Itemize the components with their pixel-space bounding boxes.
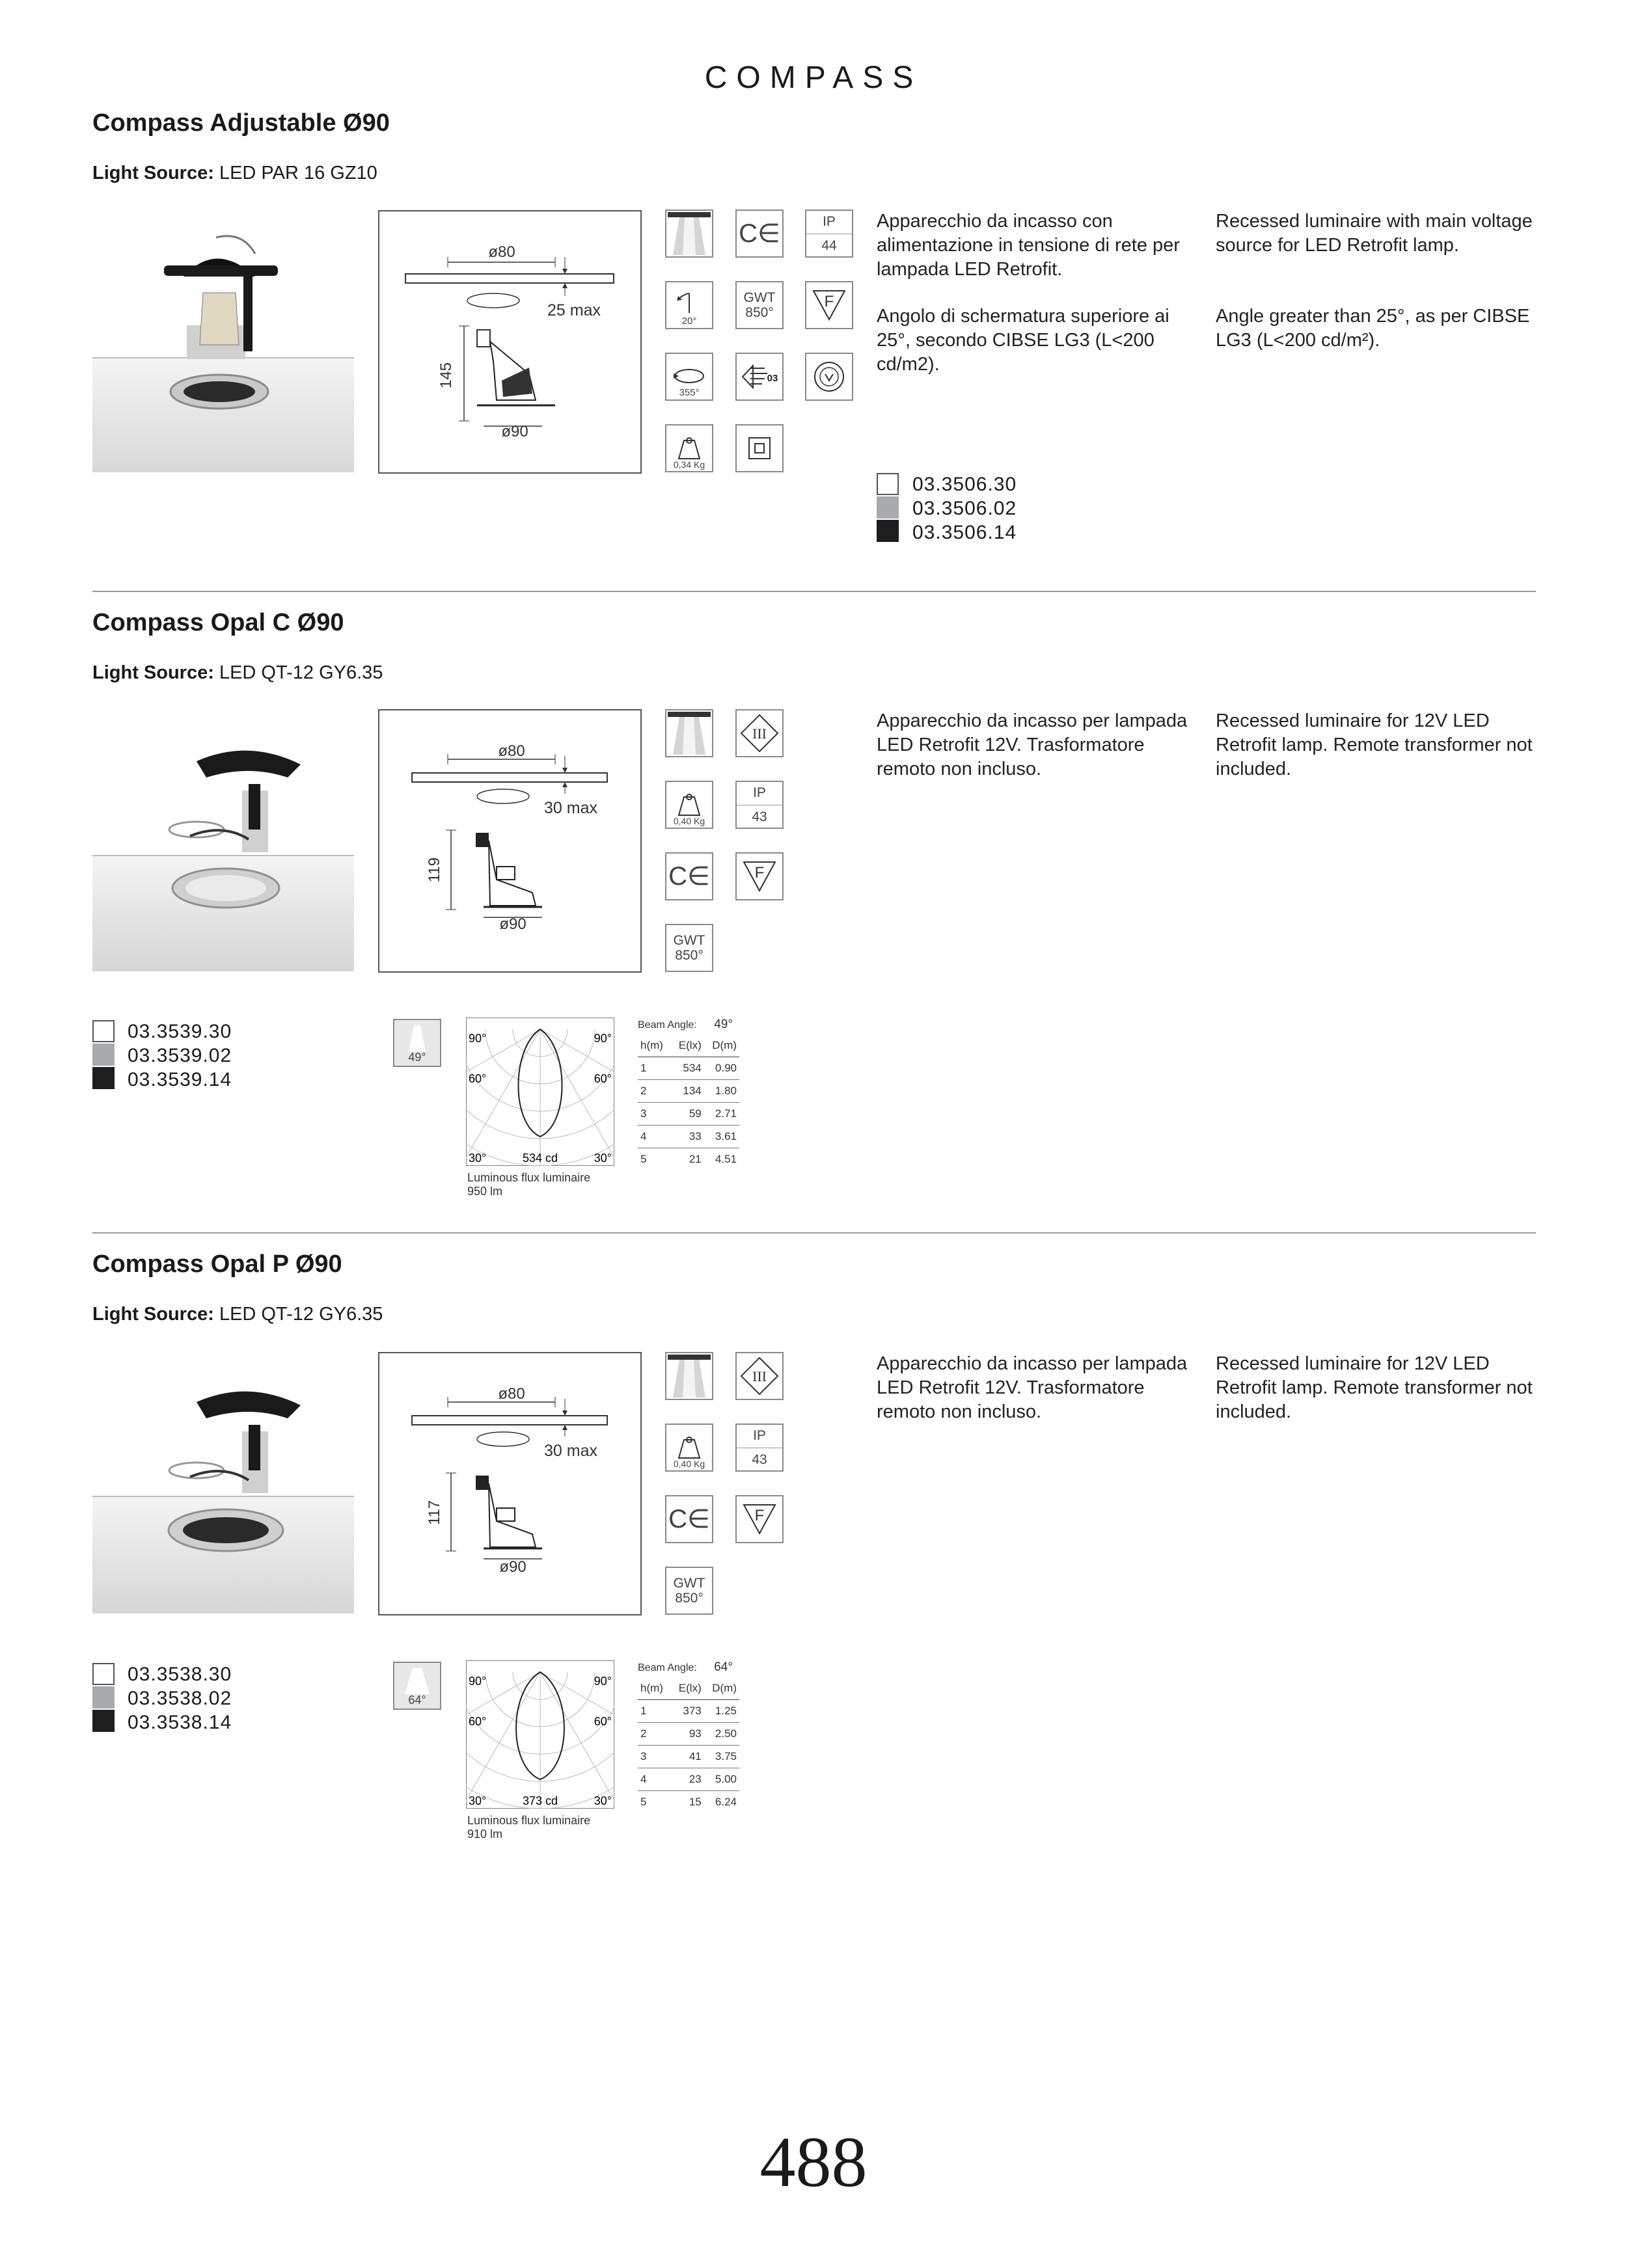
page-number: 488 bbox=[759, 2122, 868, 2202]
ip-label: IP bbox=[737, 1428, 782, 1448]
table-cell: 2 bbox=[638, 1723, 671, 1746]
color-swatch-black bbox=[877, 520, 899, 542]
polar-label-60: 60° bbox=[594, 1715, 612, 1728]
table-cell: 0.90 bbox=[704, 1057, 739, 1080]
product-code: 03.3506.30 bbox=[912, 474, 1017, 495]
description-en: Recessed luminaire for 12V LED Retrofit lamp. Remote transformer not included. bbox=[1216, 1353, 1533, 1422]
square-icon bbox=[735, 424, 784, 472]
weight-value: 0,34 Kg bbox=[673, 459, 705, 470]
product-title: Compass Adjustable Ø90 bbox=[92, 109, 390, 137]
polar-label-30: 30° bbox=[469, 1794, 487, 1807]
polar-label-60: 60° bbox=[469, 1072, 487, 1085]
flux-label: Luminous flux luminaire bbox=[467, 1814, 591, 1827]
table-cell: 33 bbox=[671, 1126, 704, 1148]
light-source bbox=[92, 1304, 383, 1325]
light-source-label: Light Source: bbox=[92, 662, 214, 683]
rotation-icon bbox=[665, 353, 713, 401]
beam-angle-icon bbox=[393, 1019, 441, 1067]
technical-drawing bbox=[378, 1352, 642, 1615]
description-it-2: Angolo di schermatura superiore ai 25°, secondo CIBSE LG3 (L<200 cd/m2). bbox=[877, 306, 1169, 375]
polar-label-30: 30° bbox=[594, 1794, 612, 1807]
tilt-value: 20° bbox=[681, 315, 697, 327]
table-cell: 373 bbox=[671, 1700, 704, 1723]
section-divider bbox=[92, 591, 1536, 592]
description-en-2: Angle greater than 25°, as per CIBSE LG3 (L<200 cd/m²). bbox=[1216, 306, 1530, 351]
flux-caption bbox=[467, 1814, 590, 1841]
polar-label-30: 30° bbox=[594, 1152, 612, 1165]
dim-top: ø80 bbox=[498, 742, 525, 760]
light-source-value: LED PAR 16 GZ10 bbox=[219, 163, 377, 183]
description-en: Recessed luminaire with main voltage source for LED Retrofit lamp. bbox=[1216, 211, 1533, 256]
beam-icon bbox=[665, 709, 713, 757]
table-header: D(m) bbox=[704, 1677, 739, 1700]
color-swatch-grey bbox=[92, 1686, 115, 1708]
table-header: D(m) bbox=[704, 1034, 739, 1057]
table-cell: 15 bbox=[689, 1796, 702, 1808]
beam-icon bbox=[665, 209, 713, 258]
table-cell: 1.25 bbox=[704, 1700, 739, 1723]
table-cell: 59 bbox=[671, 1103, 704, 1126]
gwt-value: 850° bbox=[675, 948, 704, 963]
dim-top: ø80 bbox=[488, 243, 515, 261]
polar-label-90: 90° bbox=[594, 1675, 612, 1688]
svg-text:F: F bbox=[754, 1507, 765, 1524]
product-photo bbox=[92, 228, 354, 472]
dim-height: 117 bbox=[426, 1500, 443, 1526]
class-label: 03 bbox=[767, 373, 778, 384]
dim-max: 30 max bbox=[544, 799, 597, 817]
table-cell: 1.80 bbox=[704, 1080, 739, 1103]
f-mark-icon bbox=[805, 281, 853, 329]
product-photo bbox=[92, 1366, 354, 1613]
photometry-table bbox=[638, 1018, 739, 1170]
weight-icon bbox=[665, 1424, 713, 1472]
gwt-label: GWT bbox=[673, 1575, 705, 1591]
brand-header: COMPASS bbox=[704, 61, 923, 95]
gwt-label: GWT bbox=[743, 290, 776, 305]
table-cell: 1 bbox=[638, 1700, 671, 1723]
flux-value: 910 lm bbox=[467, 1828, 503, 1841]
polar-label-90: 90° bbox=[469, 1675, 487, 1688]
tilt-icon bbox=[665, 281, 713, 329]
table-cell: 3.75 bbox=[704, 1746, 739, 1768]
class-label: III bbox=[752, 725, 767, 742]
ip-rating-icon bbox=[735, 781, 784, 829]
product-codes bbox=[912, 472, 1017, 545]
energy-class-icon bbox=[735, 353, 784, 401]
polar-label-90: 90° bbox=[469, 1032, 487, 1045]
dim-max: 25 max bbox=[547, 301, 601, 319]
color-swatch-white bbox=[92, 1020, 115, 1042]
product-title: Compass Opal P Ø90 bbox=[92, 1250, 342, 1278]
table-header: h(m) bbox=[638, 1034, 671, 1057]
dim-height: 119 bbox=[426, 857, 443, 883]
polar-label-90: 90° bbox=[594, 1032, 612, 1045]
weight-value: 0,40 Kg bbox=[673, 815, 705, 826]
technical-drawing bbox=[378, 210, 642, 474]
beam-angle-value: 64° bbox=[714, 1660, 733, 1674]
dim-top: ø80 bbox=[498, 1385, 525, 1403]
table-cell: 134 bbox=[671, 1080, 704, 1103]
table-cell: 5 bbox=[640, 1796, 647, 1808]
ip-rating-icon bbox=[735, 1424, 784, 1472]
description-it: Apparecchio da incasso con alimentazione in tensione di rete per lampada LED Retrofit. bbox=[877, 211, 1180, 280]
gwt-value: 850° bbox=[675, 1591, 704, 1606]
color-swatch-white bbox=[877, 473, 899, 495]
dim-bottom: ø90 bbox=[499, 915, 526, 933]
polar-label-60: 60° bbox=[469, 1715, 487, 1728]
table-cell: 2.50 bbox=[704, 1723, 739, 1746]
table-cell: 3 bbox=[638, 1746, 671, 1768]
svg-text:F: F bbox=[754, 864, 765, 882]
recycle-icon bbox=[805, 353, 853, 401]
color-swatch-white bbox=[92, 1663, 115, 1685]
table-cell: 2.71 bbox=[704, 1103, 739, 1126]
polar-intensity: 534 cd bbox=[522, 1152, 558, 1165]
section-divider bbox=[92, 1232, 1536, 1234]
ip-value: 44 bbox=[821, 237, 837, 253]
weight-icon bbox=[665, 424, 713, 472]
table-cell: 4 bbox=[638, 1126, 671, 1148]
dim-max: 30 max bbox=[544, 1442, 597, 1460]
rotate-value: 355° bbox=[679, 386, 700, 398]
description-it: Apparecchio da incasso per lampada LED Retrofit 12V. Trasformatore remoto non incluso. bbox=[877, 710, 1188, 779]
class-iii-icon bbox=[735, 709, 784, 757]
polar-intensity: 373 cd bbox=[522, 1794, 558, 1807]
light-source-value: LED QT-12 GY6.35 bbox=[219, 1304, 383, 1325]
dim-bottom: ø90 bbox=[499, 1558, 526, 1576]
table-cell: 5 bbox=[640, 1153, 647, 1165]
table-header: E(lx) bbox=[671, 1677, 704, 1700]
beam-angle-icon bbox=[393, 1662, 441, 1710]
product-code: 03.3539.30 bbox=[128, 1021, 232, 1042]
class-label: III bbox=[752, 1368, 767, 1384]
color-swatch-grey bbox=[877, 496, 899, 519]
color-swatch-black bbox=[92, 1710, 115, 1732]
table-cell: 21 bbox=[689, 1153, 702, 1165]
gwt-label: GWT bbox=[673, 932, 705, 948]
f-mark-icon bbox=[735, 852, 784, 900]
beam-angle-value: 49° bbox=[408, 1051, 426, 1064]
dim-bottom: ø90 bbox=[501, 423, 528, 440]
ip-label: IP bbox=[806, 214, 852, 234]
gwt-icon bbox=[665, 1567, 713, 1615]
flux-caption bbox=[467, 1171, 590, 1198]
beam-icon bbox=[665, 1352, 713, 1400]
table-cell: 41 bbox=[671, 1746, 704, 1768]
product-title: Compass Opal C Ø90 bbox=[92, 609, 344, 636]
product-code: 03.3506.02 bbox=[912, 498, 1017, 519]
technical-drawing bbox=[378, 709, 642, 973]
product-code: 03.3506.14 bbox=[912, 522, 1017, 543]
light-source bbox=[92, 662, 383, 684]
product-code: 03.3538.14 bbox=[128, 1712, 232, 1733]
beam-angle-value: 49° bbox=[714, 1018, 733, 1031]
description-it: Apparecchio da incasso per lampada LED Retrofit 12V. Trasformatore remoto non incluso. bbox=[877, 1353, 1188, 1422]
photometry-table bbox=[638, 1660, 739, 1813]
table-cell: 93 bbox=[671, 1723, 704, 1746]
gwt-value: 850° bbox=[745, 305, 774, 320]
product-codes bbox=[128, 1019, 232, 1092]
table-cell: 3.61 bbox=[704, 1126, 739, 1148]
product-code: 03.3539.14 bbox=[128, 1069, 232, 1090]
light-source bbox=[92, 163, 377, 184]
flux-value: 950 lm bbox=[467, 1185, 503, 1198]
table-cell: 1 bbox=[638, 1057, 671, 1080]
ip-value: 43 bbox=[752, 1451, 767, 1467]
ce-mark-icon: C∈ bbox=[665, 852, 713, 900]
table-cell: 6.24 bbox=[715, 1796, 737, 1808]
f-mark-icon bbox=[735, 1495, 784, 1543]
table-cell: 2 bbox=[638, 1080, 671, 1103]
table-cell: 4.51 bbox=[715, 1153, 737, 1165]
ip-value: 43 bbox=[752, 809, 767, 824]
beam-angle-label: Beam Angle: bbox=[638, 1019, 697, 1031]
beam-angle-label: Beam Angle: bbox=[638, 1662, 697, 1673]
light-source-label: Light Source: bbox=[92, 1304, 214, 1325]
description-en: Recessed luminaire for 12V LED Retrofit lamp. Remote transformer not included. bbox=[1216, 710, 1533, 779]
class-iii-icon bbox=[735, 1352, 784, 1400]
polar-diagram bbox=[466, 1660, 614, 1809]
polar-diagram bbox=[466, 1018, 614, 1166]
table-header: h(m) bbox=[638, 1677, 671, 1700]
table-cell: 4 bbox=[638, 1768, 671, 1791]
ip-rating-icon bbox=[805, 209, 853, 258]
ce-mark-icon: C∈ bbox=[665, 1495, 713, 1543]
table-header: E(lx) bbox=[671, 1034, 704, 1057]
product-photo bbox=[92, 725, 354, 971]
light-source-label: Light Source: bbox=[92, 163, 214, 183]
weight-icon bbox=[665, 781, 713, 829]
weight-value: 0,40 Kg bbox=[673, 1458, 705, 1469]
flux-label: Luminous flux luminaire bbox=[467, 1171, 591, 1184]
polar-label-30: 30° bbox=[469, 1152, 487, 1165]
ce-mark-icon: C∈ bbox=[735, 209, 784, 258]
table-cell: 23 bbox=[671, 1768, 704, 1791]
color-swatch-grey bbox=[92, 1044, 115, 1066]
gwt-icon bbox=[735, 281, 784, 329]
polar-label-60: 60° bbox=[594, 1072, 612, 1085]
table-cell: 5.00 bbox=[704, 1768, 739, 1791]
product-code: 03.3539.02 bbox=[128, 1045, 232, 1066]
ip-label: IP bbox=[737, 785, 782, 805]
svg-text:F: F bbox=[824, 293, 834, 310]
product-code: 03.3538.02 bbox=[128, 1688, 232, 1709]
light-source-value: LED QT-12 GY6.35 bbox=[219, 662, 383, 683]
gwt-icon bbox=[665, 924, 713, 972]
beam-angle-value: 64° bbox=[408, 1694, 426, 1707]
table-cell: 534 bbox=[671, 1057, 704, 1080]
product-code: 03.3538.30 bbox=[128, 1664, 232, 1685]
dim-height: 145 bbox=[437, 362, 455, 389]
table-cell: 3 bbox=[638, 1103, 671, 1126]
color-swatch-black bbox=[92, 1067, 115, 1089]
product-codes bbox=[128, 1662, 232, 1735]
